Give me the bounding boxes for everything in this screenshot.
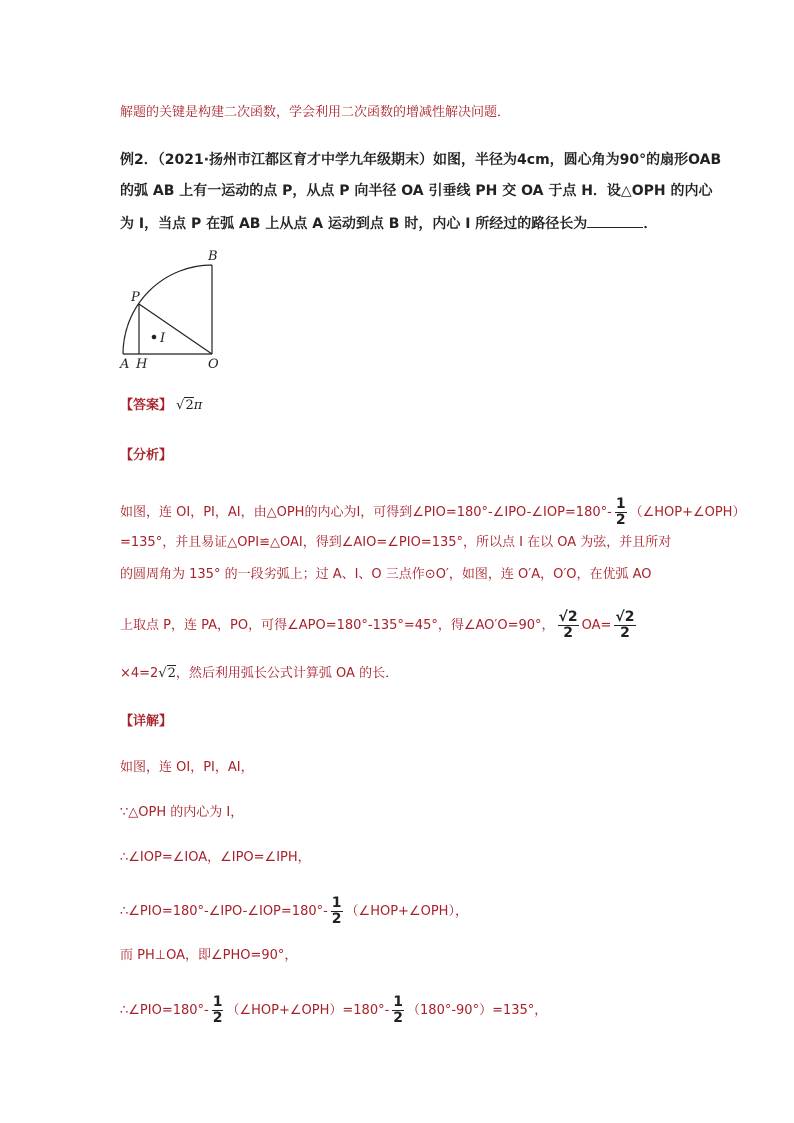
detail-line-3: ∴∠IOP=∠IOA，∠IPO=∠IPH， [120, 850, 311, 865]
example-line-1: 例2．（2021·扬州市江都区育才中学九年级期末）如图，半径为4cm，圆心角为90°的扇形OAB [120, 152, 722, 168]
detail-line-4-b: （∠HOP+∠OPH）， [345, 904, 468, 919]
analysis-line-2: =135°，并且易证△OPI≌△OAI，得到∠AIO=∠PIO=135°，所以点 I 在以 OA 为弦，并且所对 [120, 535, 672, 550]
segment-op [139, 304, 212, 354]
label-p: P [131, 290, 140, 305]
analysis-line-5-a: ×4=2 [120, 666, 159, 681]
fraction-half-3: $\frac{1}{2}$ [212, 994, 223, 1026]
example-line-3-end: ． [643, 216, 658, 232]
label-a: A [120, 357, 130, 372]
arc-ab [123, 265, 212, 354]
sector-figure [112, 244, 232, 374]
answer-value: √2π [176, 398, 203, 413]
analysis-line-1-b: （∠HOP+∠OPH） [629, 505, 746, 520]
analysis-line-4 [120, 610, 639, 641]
fraction-half-2: $\frac{1}{2}$ [331, 895, 342, 927]
detail-line-2: ∵△OPH 的内心为 I， [120, 805, 244, 820]
fraction-half-4: $\frac{1}{2}$ [393, 994, 404, 1026]
analysis-line-5 [120, 664, 398, 684]
answer-line [120, 396, 202, 416]
analysis-line-4-a: 上取点 P，连 PA，PO，可得∠APO=180°-135°=45°，得∠AO′O=90°， [120, 618, 555, 633]
fraction-root2-over-2: $\frac{√2}{2}$ [558, 609, 578, 641]
sqrt-2: √2 [158, 666, 176, 681]
detail-line-6-b: （∠HOP+∠OPH）=180°- [226, 1003, 390, 1018]
analysis-line-5-b: ，然后利用弧长公式计算弧 OA 的长． [175, 666, 399, 681]
analysis-line-3: 的圆周角为 135° 的一段劣弧上；过 A、I、O 三点作⊙O′，如图，连 O′A，O′O，在优弧 AO [120, 567, 652, 582]
analysis-line-1-a: 如图，连 OI，PI，AI，由△OPH的内心为I，可得到∠PIO=180°-∠IPO-∠IOP=180°- [120, 505, 612, 520]
fraction-half: $\frac{1}{2}$ [615, 496, 626, 528]
detail-line-1: 如图，连 OI，PI，AI， [120, 760, 254, 775]
detail-line-4 [120, 896, 468, 927]
detail-line-4-a: ∴∠PIO=180°-∠IPO-∠IOP=180°- [120, 904, 328, 919]
label-b: B [208, 249, 218, 264]
answer-blank [587, 212, 643, 228]
label-o: O [208, 357, 219, 372]
detail-line-6 [120, 995, 547, 1026]
analysis-line-1 [120, 497, 745, 528]
answer-label: 【答案】 [120, 398, 173, 413]
answer-radicand: 2 [185, 398, 194, 413]
detail-label: 【详解】 [120, 714, 173, 729]
intro-line: 解题的关键是构建二次函数，学会利用二次函数的增减性解决问题． [120, 105, 511, 120]
fraction-root2-over-2-b: $\frac{√2}{2}$ [615, 609, 635, 641]
analysis-label: 【分析】 [120, 448, 173, 463]
answer-pi: π [193, 398, 203, 413]
label-i: I [160, 331, 166, 346]
example-line-3-text: 为 I，当点 P 在弧 AB 上从点 A 运动到点 B 时，内心 I 所经过的路径长为 [120, 216, 588, 232]
incenter-dot [152, 335, 157, 340]
detail-line-6-a: ∴∠PIO=180°- [120, 1003, 209, 1018]
example-line-3 [120, 212, 657, 234]
detail-line-5: 而 PH⊥OA，即∠PHO=90°， [120, 948, 298, 963]
analysis-line-4-b: OA= [581, 618, 612, 633]
label-h: H [136, 357, 148, 372]
detail-line-6-c: （180°-90°）=135°， [407, 1003, 548, 1018]
example-line-2: 的弧 AB 上有一运动的点 P，从点 P 向半径 OA 引垂线 PH 交 OA 于点 H．设△OPH 的内心 [120, 183, 713, 199]
